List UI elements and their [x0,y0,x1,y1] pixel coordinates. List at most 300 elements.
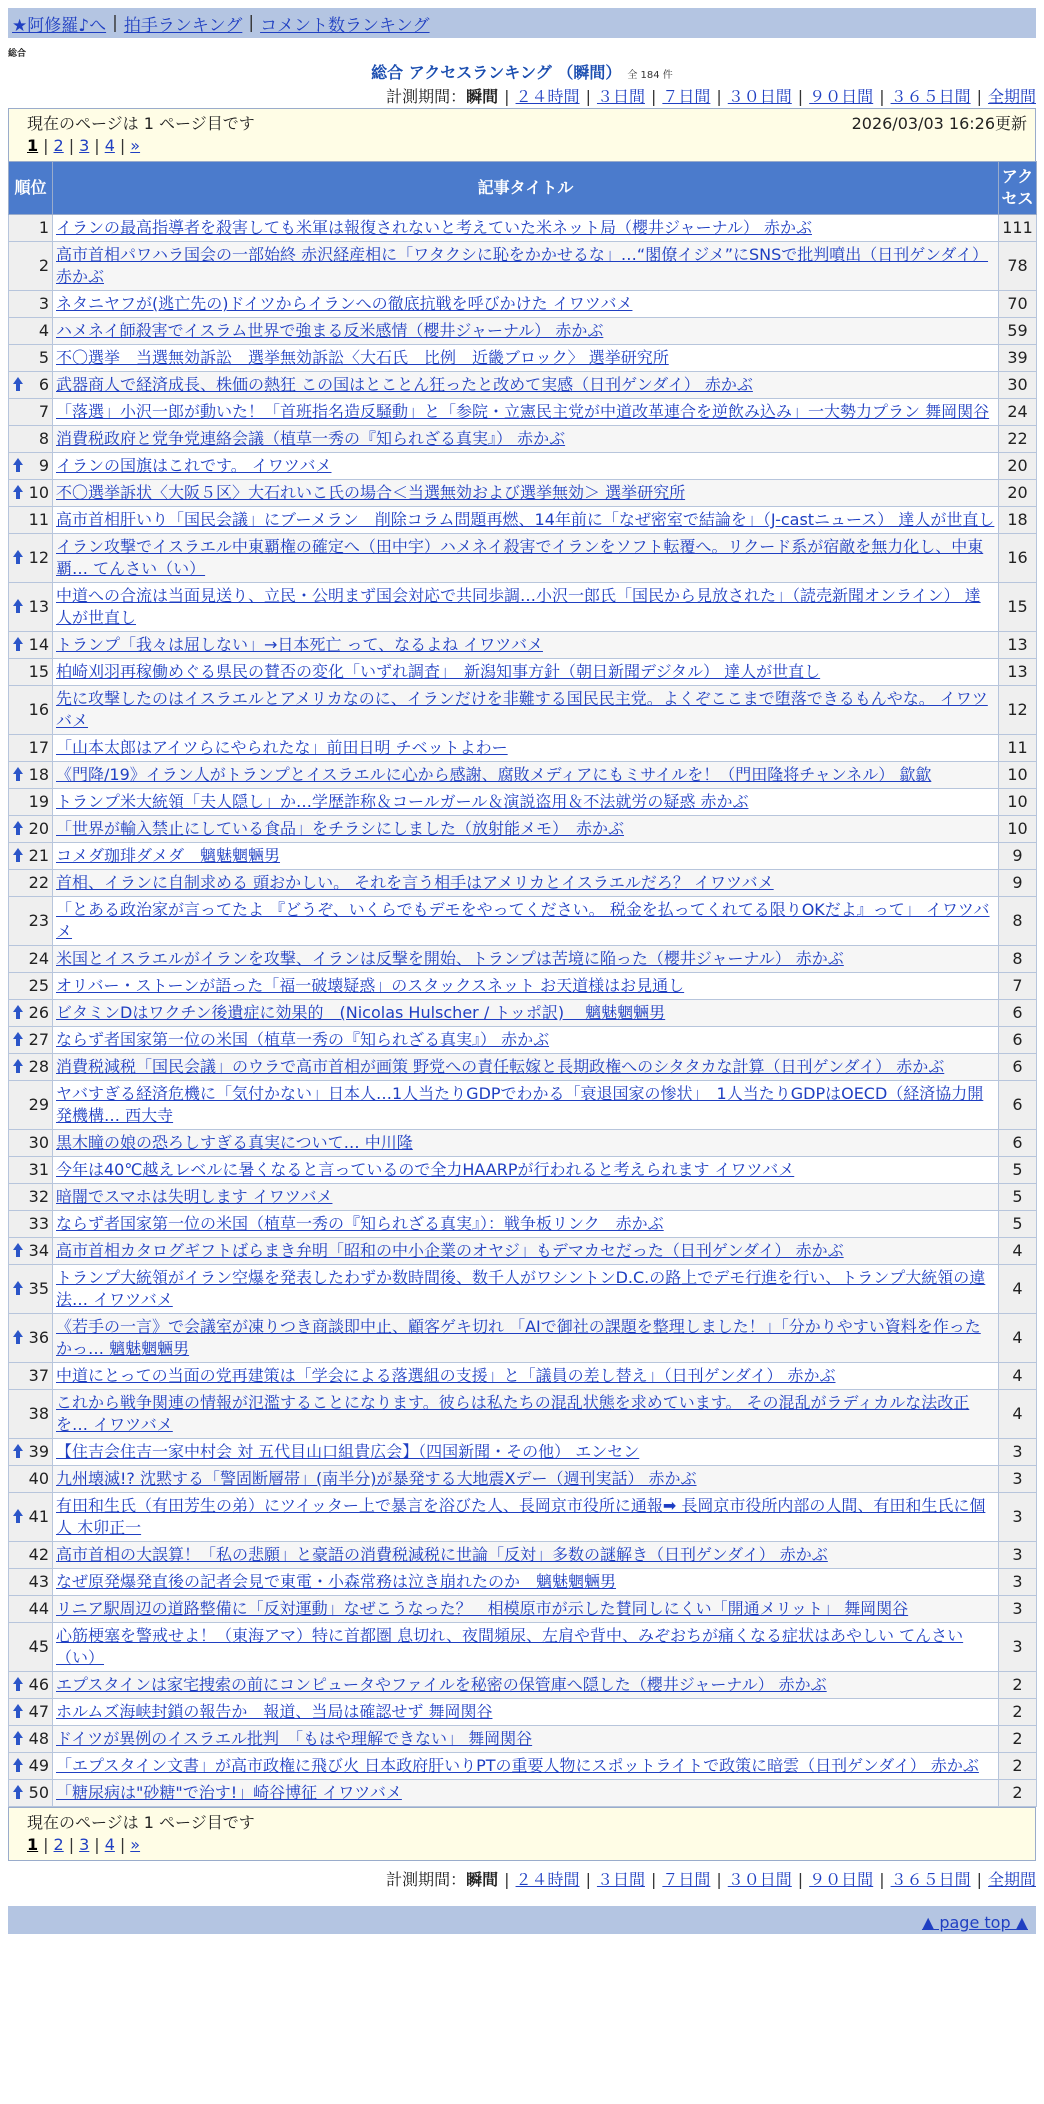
article-link[interactable]: ハメネイ師殺害でイスラム世界で強まる反米感情（櫻井ジャーナル） 赤かぶ [56,321,604,340]
rank-number: 49 [28,1756,49,1775]
article-link[interactable]: イラン攻撃でイスラエル中東覇権の確定へ（田中宇）ハメネイ殺害でイランをソフト転覆へ。リクード系が宿敵を無力化し、中東覇… てんさい（い） [56,537,984,578]
column-header-access: アクセス [999,162,1037,215]
table-row [9,1265,1037,1314]
article-link[interactable]: イランの国旗はこれです。 イワツバメ [56,456,332,475]
article-link[interactable]: 「山本太郎はアイツらにやられたな」前田日明 チベットよわー [56,738,508,757]
title-cell [53,1390,999,1439]
table-row [9,843,1037,870]
separator: | [119,1834,126,1854]
rank-cell [9,843,53,870]
rank-number: 25 [28,976,49,995]
table-row [9,1363,1037,1390]
article-link[interactable]: トランプ大統領がイラン空爆を発表したわずか数時間後、数千人がワシントンD.C.の路上でデモ行進を行い、トランプ大統領の違法… イワツバメ [56,1268,986,1309]
access-count: 6 [999,1054,1037,1081]
period-link-0[interactable]: ２４時間 [515,87,580,106]
article-link[interactable]: 高市首相パワハラ国会の一部始終 赤沢経産相に「ワタクシに恥をかかせるな」…“閣僚イジメ”にSNSで批判噴出（日刊ゲンダイ） 赤かぶ [56,245,989,286]
table-row [9,480,1037,507]
table-row [9,1596,1037,1623]
title-cell [53,1000,999,1027]
access-count: 20 [999,453,1037,480]
table-row [9,1439,1037,1466]
rank-cell [9,1596,53,1623]
table-row [9,453,1037,480]
rank-cell [9,318,53,345]
title-cell [53,1493,999,1542]
rank-cell [9,1753,53,1780]
article-link[interactable]: これから戦争関連の情報が氾濫することになります。彼らは私たちの混乱状態を求めています。 その混乱がラディカルな法改正を… イワツバメ [56,1393,970,1434]
title-cell [53,1596,999,1623]
pager-next[interactable]: » [130,1834,141,1854]
rank-cell [9,1000,53,1027]
page-top-link[interactable]: ▲ page top ▲ [921,1913,1028,1932]
title-cell [53,632,999,659]
rank-number: 5 [38,348,49,367]
rank-number: 1 [38,218,49,237]
separator: | [797,1870,804,1889]
article-link[interactable]: 高市首相カタログギフトばらまき弁明「昭和の中小企業のオヤジ」もデマカセだった（日刊ゲンダイ） 赤かぶ [56,1241,844,1260]
separator: | [585,1870,591,1889]
title-cell [53,1238,999,1265]
separator: | [879,1870,885,1889]
table-row [9,1027,1037,1054]
table-row [9,345,1037,372]
rank-number: 37 [28,1366,49,1385]
article-link[interactable]: 九州壊滅!? 沈黙する「警固断層帯」(南半分)が暴発する大地震Xデー（週刊実話） 赤かぶ [56,1469,697,1488]
title-cell [53,843,999,870]
pager-page-2[interactable]: 2 [53,1834,64,1854]
access-count: 5 [999,1211,1037,1238]
article-link[interactable]: ドイツが異例のイスラエル批判 「もはや理解できない」 舞岡関谷 [56,1729,533,1748]
title-cell [53,215,999,242]
rank-cell [9,1211,53,1238]
rank-number: 6 [38,375,49,394]
separator: | [650,1870,657,1889]
period-selector-bottom [8,1867,1036,1890]
article-link[interactable]: 今年は40℃越えレベルに暑くなると言っているので全力HAARPが行われると考えられます イワツバメ [56,1160,795,1179]
rank-cell [9,1238,53,1265]
rank-cell [9,372,53,399]
article-link[interactable]: 米国とイスラエルがイランを攻撃、イランは反撃を開始、トランプは苦境に陥った（櫻井ジャーナル） 赤かぶ [56,949,844,968]
access-count: 3 [999,1439,1037,1466]
separator: | [68,1834,75,1854]
rank-number: 10 [28,483,49,502]
article-link[interactable]: 高市首相肝いり「国民会議」にブーメラン 削除コラム問題再燃、14年前に「なぜ密室で結論を」（J-castニュース） 達人が世直し [56,510,995,529]
column-header-rank: 順位 [9,162,53,215]
access-count: 15 [999,583,1037,632]
table-row [9,659,1037,686]
rank-number: 14 [28,635,49,654]
pager-page-3[interactable]: 3 [79,1834,90,1854]
rank-number: 48 [28,1729,49,1748]
period-link-6[interactable]: 全期間 [987,1870,1036,1889]
rank-number: 42 [28,1545,49,1564]
period-link-3[interactable]: ３０日間 [727,87,792,106]
rank-number: 4 [38,321,49,340]
rank-number: 44 [28,1599,49,1618]
rank-number: 26 [28,1003,49,1022]
top-link-comment-ranking[interactable]: コメント数ランキング [260,15,430,36]
period-link-4[interactable]: ９０日間 [809,87,874,106]
rank-number: 22 [28,873,49,892]
table-row [9,1184,1037,1211]
rank-number: 19 [28,792,49,811]
article-link[interactable]: ならず者国家第一位の米国（植草一秀の『知られざる真実』）：戦争板リンク 赤かぶ [56,1214,664,1233]
rank-cell [9,1672,53,1699]
access-count: 2 [999,1753,1037,1780]
page-info-bottom [8,1807,1036,1861]
table-row [9,870,1037,897]
access-count: 30 [999,372,1037,399]
table-row [9,1466,1037,1493]
rank-cell [9,816,53,843]
table-row [9,1780,1037,1807]
category-label: 総合 [8,49,27,59]
rank-cell [9,480,53,507]
article-link[interactable]: 先に攻撃したのはイスラエルとアメリカなのに、イランだけを非難する国民民主党。よくぞここまで堕落できるもんやな。 イワツバメ [56,689,988,730]
rank-cell [9,291,53,318]
rank-number: 43 [28,1572,49,1591]
table-row [9,583,1037,632]
title-cell [53,1363,999,1390]
article-link[interactable]: 「落選」小沢一郎が動いた！「首班指名造反騒動」と「参院・立憲民主党が中道改革連合を逆飲み込み」一大勢力プラン 舞岡関谷 [56,402,990,421]
page-info-text: 現在のページは 1 ページ目です [27,1812,255,1832]
article-link[interactable]: 黒木瞳の娘の恐ろしすぎる真実について… 中川隆 [56,1133,413,1152]
article-link[interactable]: 消費税減税「国民会議」のウラで高市首相が画策 野党への責任転嫁と長期政権へのシタタカな計算（日刊ゲンダイ） 赤かぶ [56,1057,945,1076]
access-count: 4 [999,1390,1037,1439]
rank-number: 23 [28,911,49,930]
access-count: 10 [999,816,1037,843]
rank-number: 31 [28,1160,49,1179]
article-link[interactable]: オリバー・ストーンが語った「福一破壊疑惑」のスタックスネット お天道様はお見通し [56,976,685,995]
access-count: 6 [999,1027,1037,1054]
article-link[interactable]: 心筋梗塞を警戒せよ！（東海アマ）特に首都圏 息切れ、夜間頻尿、左肩や背中、みぞおちが痛くなる症状はあやしい てんさい（い） [56,1626,964,1667]
table-row [9,735,1037,762]
rank-cell [9,735,53,762]
table-row [9,534,1037,583]
table-row [9,1390,1037,1439]
rank-cell [9,1569,53,1596]
period-link-1[interactable]: ３日間 [596,1870,645,1889]
table-row [9,1314,1037,1363]
access-count: 18 [999,507,1037,534]
title-cell [53,1780,999,1807]
title-cell [53,1672,999,1699]
separator: | [650,87,657,106]
period-link-6[interactable]: 全期間 [987,87,1036,106]
rank-cell [9,1623,53,1672]
period-link-3[interactable]: ３０日間 [727,1870,792,1889]
separator: | [68,135,75,155]
rank-cell [9,1390,53,1439]
access-count: 6 [999,1130,1037,1157]
title-cell [53,534,999,583]
table-row [9,1081,1037,1130]
rank-number: 32 [28,1187,49,1206]
article-link[interactable]: 「世界が輸入禁止にしている食品」をチラシにしました（放射能メモ） 赤かぶ [56,819,625,838]
page-info-text: 現在のページは 1 ページ目です [27,113,255,133]
title-cell [53,318,999,345]
article-link[interactable]: コメダ珈琲ダメダ 魑魅魍魎男 [56,846,281,865]
separator: | [504,87,510,106]
access-count: 4 [999,1363,1037,1390]
table-row [9,372,1037,399]
rank-number: 33 [28,1214,49,1233]
separator: | [716,87,722,106]
access-count: 9 [999,870,1037,897]
rank-cell [9,659,53,686]
rank-cell [9,534,53,583]
access-count: 22 [999,426,1037,453]
rank-cell [9,1780,53,1807]
ranking-table [8,161,1037,1807]
table-row [9,215,1037,242]
rank-cell [9,1265,53,1314]
article-link[interactable]: 「とある政治家が言ってたよ 『どうぞ、いくらでもデモをやってください。 税金を払ってくれてる限りOKだよ』って」 イワツバメ [56,900,990,941]
title-cell [53,816,999,843]
article-link[interactable]: 【住吉会住吉一家中村会 対 五代目山口組貴広会】（四国新聞・その他） エンセン [56,1442,640,1461]
title-cell [53,1569,999,1596]
access-count: 13 [999,659,1037,686]
article-link[interactable]: 有田和生氏（有田芳生の弟）にツイッター上で暴言を浴びた人、長岡京市役所に通報➡ 長岡京市役所内部の人間、有田和生氏に個人 木卯正一 [56,1496,986,1537]
title-cell [53,762,999,789]
title-cell [53,659,999,686]
updated-timestamp: 2026/03/03 16:26更新 [851,113,1027,133]
article-link[interactable]: ならず者国家第一位の米国（植草一秀の『知られざる真実』） 赤かぶ [56,1030,550,1049]
rank-number: 40 [28,1469,49,1488]
table-row [9,1157,1037,1184]
article-link[interactable]: ネタニヤフが(逃亡先の)ドイツからイランへの徹底抗戦を呼びかけた イワツバメ [56,294,633,313]
title-cell [53,480,999,507]
rank-number: 27 [28,1030,49,1049]
title-cell [53,426,999,453]
rank-cell [9,1157,53,1184]
article-link[interactable]: ホルムズ海峡封鎖の報告か 報道、当局は確認せず 舞岡関谷 [56,1702,493,1721]
article-link[interactable]: なぜ原発爆発直後の記者会見で東電・小森常務は泣き崩れたのか 魑魅魍魎男 [56,1572,617,1591]
period-label: 計測期間： [386,1870,467,1889]
article-link[interactable]: 不〇選挙 当選無効訴訟 選挙無効訴訟〈大石氏 比例 近畿ブロック〉 選挙研究所 [56,348,669,367]
title-cell [53,453,999,480]
access-count: 4 [999,1265,1037,1314]
rank-cell [9,1130,53,1157]
separator: | [43,135,49,155]
access-count: 9 [999,843,1037,870]
article-link[interactable]: トランプ「我々は屈しない」→日本死亡 って、なるよね イワツバメ [56,635,543,654]
separator: | [585,87,591,106]
table-row [9,632,1037,659]
rank-number: 9 [38,456,49,475]
rank-cell [9,1027,53,1054]
title-cell [53,372,999,399]
rank-number: 35 [28,1279,49,1298]
article-link[interactable]: 暗闇でスマホは失明します イワツバメ [56,1187,333,1206]
rank-number: 41 [28,1507,49,1526]
pager-page-3[interactable]: 3 [79,135,90,155]
title-cell [53,1439,999,1466]
title-cell [53,1211,999,1238]
rank-number: 21 [28,846,49,865]
rank-number: 30 [28,1133,49,1152]
article-link[interactable]: トランプ米大統領「夫人隠し」か…学歴詐称＆コールガール＆演説盗用＆不法就労の疑惑 赤かぶ [56,792,749,811]
rank-cell [9,1542,53,1569]
article-link[interactable]: 柏崎刈羽再稼働めぐる県民の賛否の変化「いずれ調査」 新潟知事方針（朝日新聞デジタル） 達人が世直し [56,662,821,681]
rank-cell [9,215,53,242]
pager-top [27,133,1027,157]
table-row [9,1699,1037,1726]
rank-number: 3 [38,294,49,313]
rank-number: 28 [28,1057,49,1076]
rank-cell [9,345,53,372]
access-count: 24 [999,399,1037,426]
table-row [9,1238,1037,1265]
top-link-clap-ranking[interactable]: 拍手ランキング [123,15,243,36]
title-cell [53,583,999,632]
article-link[interactable]: 《若手の一言》で会議室が凍りつき商談即中止、顧客ゲキ切れ 「AIで御社の課題を整理しました！」「分かりやすい資料を作ったかっ… 魑魅魍魎男 [56,1317,981,1358]
rank-cell [9,1726,53,1753]
rank-number: 16 [28,700,49,719]
table-row [9,1753,1037,1780]
separator: | [797,87,804,106]
page-info-top [8,108,1036,161]
table-row [9,1130,1037,1157]
separator: | [879,87,885,106]
pager-page-2[interactable]: 2 [53,135,64,155]
rank-cell [9,973,53,1000]
article-link[interactable]: 《門降/19》イラン人がトランプとイスラエルに心から感謝、腐敗メディアにもミサイルを！（門田隆将チャンネル） 歙歙 [56,765,932,784]
period-label: 計測期間： [386,87,467,106]
article-link[interactable]: エプスタインは家宅捜索の前にコンピュータやファイルを秘密の保管庫へ隠した（櫻井ジャーナル） 赤かぶ [56,1675,827,1694]
article-link[interactable]: 高市首相の大誤算！「私の悲願」と豪語の消費税減税に世論「反対」多数の謎解き（日刊ゲンダイ） 赤かぶ [56,1545,828,1564]
article-link[interactable]: 「エプスタイン文書」が高市政権に飛び火 日本政府肝いりPTの重要人物にスポットライトで政策に暗雲（日刊ゲンダイ） 赤かぶ [56,1756,979,1775]
rank-cell [9,1314,53,1363]
article-link[interactable]: ヤバすぎる経済危機に「気付かない」日本人…1人当たりGDPでわかる「衰退国家の惨状」 1人当たりGDPはOECD（経済協力開発機構… 西大寺 [56,1084,984,1125]
rank-number: 17 [28,738,49,757]
period-selector [386,84,1036,107]
title-cell [53,946,999,973]
table-row [9,946,1037,973]
access-count: 5 [999,1157,1037,1184]
rank-number: 11 [28,510,49,529]
access-count: 6 [999,1000,1037,1027]
separator: | [976,1870,982,1889]
title-cell [53,1265,999,1314]
separator: | [976,87,982,106]
rank-cell [9,507,53,534]
access-count: 3 [999,1596,1037,1623]
page-title [0,60,1044,83]
access-count: 2 [999,1726,1037,1753]
table-row [9,1054,1037,1081]
access-count: 59 [999,318,1037,345]
title-cell [53,1130,999,1157]
rank-cell [9,789,53,816]
title-cell [53,1027,999,1054]
title-cell [53,735,999,762]
table-row [9,242,1037,291]
table-row [9,762,1037,789]
period-link-4[interactable]: ９０日間 [809,1870,874,1889]
article-link[interactable]: 「糖尿病は"砂糖"で治す!」崎谷博征 イワツバメ [56,1783,402,1802]
period-link-5[interactable]: ３６５日間 [890,1870,971,1889]
pager-current-page: 1 [27,135,39,155]
title-cell [53,870,999,897]
article-link[interactable]: イランの最高指導者を殺害しても米軍は報復されないと考えていた米ネット局（櫻井ジャーナル） 赤かぶ [56,218,812,237]
rank-cell [9,1363,53,1390]
period-link-2[interactable]: ７日間 [662,1870,711,1889]
rank-cell [9,1699,53,1726]
period-link-5[interactable]: ３６５日間 [890,87,971,106]
access-count: 7 [999,973,1037,1000]
table-row [9,1493,1037,1542]
pager-next[interactable]: » [130,135,141,155]
rank-number: 13 [28,597,49,616]
separator: | [43,1834,49,1854]
table-row [9,318,1037,345]
pager-page-4[interactable]: 4 [104,1834,115,1854]
period-link-0[interactable]: ２４時間 [515,1870,580,1889]
article-link[interactable]: ビタミンDはワクチン後遺症に効果的 (Nicolas Hulscher / トッポ訳) 魑魅魍魎男 [56,1003,666,1022]
article-link[interactable]: リニア駅周辺の道路整備に「反対運動」なぜこうなった？ 相模原市が示した賛同しにくい「開通メリット」 舞岡関谷 [56,1599,909,1618]
period-link-1[interactable]: ３日間 [596,87,645,106]
article-link[interactable]: 武器商人で経済成長、株価の熱狂 この国はとことん狂ったと改めて実感（日刊ゲンダイ） 赤かぶ [56,375,753,394]
column-header-title: 記事タイトル [53,162,999,215]
rank-cell [9,870,53,897]
title-cell [53,1184,999,1211]
rank-cell [9,897,53,946]
table-row [9,1542,1037,1569]
access-count: 78 [999,242,1037,291]
top-link-asyura[interactable]: ★阿修羅♪へ [12,15,107,36]
access-count: 3 [999,1493,1037,1542]
table-row [9,1211,1037,1238]
separator: | [248,13,255,33]
table-row [9,897,1037,946]
title-cell [53,789,999,816]
title-cell [53,973,999,1000]
period-link-2[interactable]: ７日間 [662,87,711,106]
article-link[interactable]: 中道への合流は当面見送り、立民・公明まず国会対応で共同歩調…小沢一郎氏「国民から見放された」（読売新聞オンライン） 達人が世直し [56,586,981,627]
access-count: 11 [999,735,1037,762]
title-cell [53,1699,999,1726]
period-current: 瞬間 [466,87,499,106]
access-count: 2 [999,1780,1037,1807]
rank-number: 8 [38,429,49,448]
title-cell [53,1054,999,1081]
pager-page-4[interactable]: 4 [104,135,115,155]
access-count: 10 [999,762,1037,789]
title-cell [53,1466,999,1493]
article-link[interactable]: 中道にとっての当面の党再建策は「学会による落選組の支援」と「議員の差し替え」（日刊ゲンダイ） 赤かぶ [56,1366,836,1385]
article-link[interactable]: 首相、イランに自制求める 頭おかしい。 それを言う相手はアメリカとイスラエルだろ？ イワツバメ [56,873,774,892]
access-count: 111 [999,215,1037,242]
rank-number: 39 [28,1442,49,1461]
access-count: 10 [999,789,1037,816]
rank-cell [9,583,53,632]
rank-number: 50 [28,1783,49,1802]
title-cell [53,897,999,946]
period-current: 瞬間 [466,1870,499,1889]
article-link[interactable]: 消費税政府と党争党連絡会議（植草一秀の『知られざる真実』） 赤かぶ [56,429,566,448]
title-cell [53,1157,999,1184]
rank-number: 20 [28,819,49,838]
article-link[interactable]: 不〇選挙訴状〈大阪５区〉大石れいこ氏の場合＜当選無効および選挙無効＞ 選挙研究所 [56,483,686,502]
rank-number: 2 [38,256,49,275]
access-count: 4 [999,1314,1037,1363]
ranking-content [8,108,1036,1934]
table-row [9,1623,1037,1672]
pager-current-page: 1 [27,1834,39,1854]
title-cell [53,1726,999,1753]
table-row [9,507,1037,534]
